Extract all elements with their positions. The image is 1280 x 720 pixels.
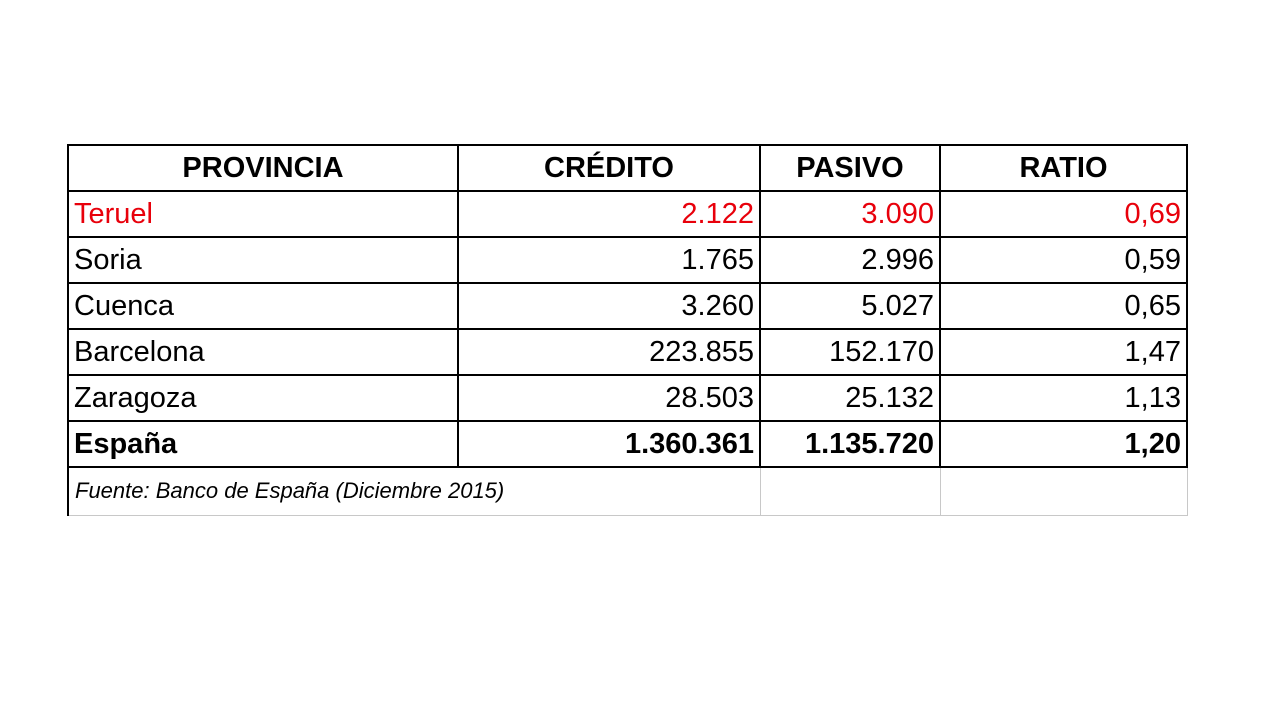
cell-provincia: España — [68, 421, 458, 467]
table-row-zaragoza — [68, 375, 1187, 421]
cell-ratio: 1,47 — [940, 329, 1187, 375]
header-row — [68, 145, 1187, 191]
table-row-soria — [68, 237, 1187, 283]
header-provincia: PROVINCIA — [68, 145, 458, 191]
header-credito: CRÉDITO — [458, 145, 760, 191]
empty-cell — [760, 467, 940, 515]
header-pasivo: PASIVO — [760, 145, 940, 191]
cell-credito: 28.503 — [458, 375, 760, 421]
cell-provincia: Soria — [68, 237, 458, 283]
cell-credito: 223.855 — [458, 329, 760, 375]
cell-ratio: 1,13 — [940, 375, 1187, 421]
table-row-barcelona — [68, 329, 1187, 375]
header-ratio: RATIO — [940, 145, 1187, 191]
table-row-espana-total — [68, 421, 1187, 467]
data-table — [67, 144, 1188, 516]
cell-ratio: 0,69 — [940, 191, 1187, 237]
cell-ratio: 0,65 — [940, 283, 1187, 329]
cell-pasivo: 1.135.720 — [760, 421, 940, 467]
source-note: Fuente: Banco de España (Diciembre 2015) — [68, 467, 760, 515]
empty-cell — [940, 467, 1187, 515]
source-row — [68, 467, 1187, 515]
table-row-teruel — [68, 191, 1187, 237]
cell-pasivo: 2.996 — [760, 237, 940, 283]
cell-pasivo: 5.027 — [760, 283, 940, 329]
cell-provincia: Teruel — [68, 191, 458, 237]
cell-ratio: 0,59 — [940, 237, 1187, 283]
table-row-cuenca — [68, 283, 1187, 329]
cell-credito: 1.360.361 — [458, 421, 760, 467]
cell-credito: 2.122 — [458, 191, 760, 237]
cell-credito: 3.260 — [458, 283, 760, 329]
cell-provincia: Barcelona — [68, 329, 458, 375]
cell-pasivo: 3.090 — [760, 191, 940, 237]
cell-provincia: Zaragoza — [68, 375, 458, 421]
cell-credito: 1.765 — [458, 237, 760, 283]
cell-provincia: Cuenca — [68, 283, 458, 329]
cell-pasivo: 25.132 — [760, 375, 940, 421]
cell-ratio: 1,20 — [940, 421, 1187, 467]
cell-pasivo: 152.170 — [760, 329, 940, 375]
